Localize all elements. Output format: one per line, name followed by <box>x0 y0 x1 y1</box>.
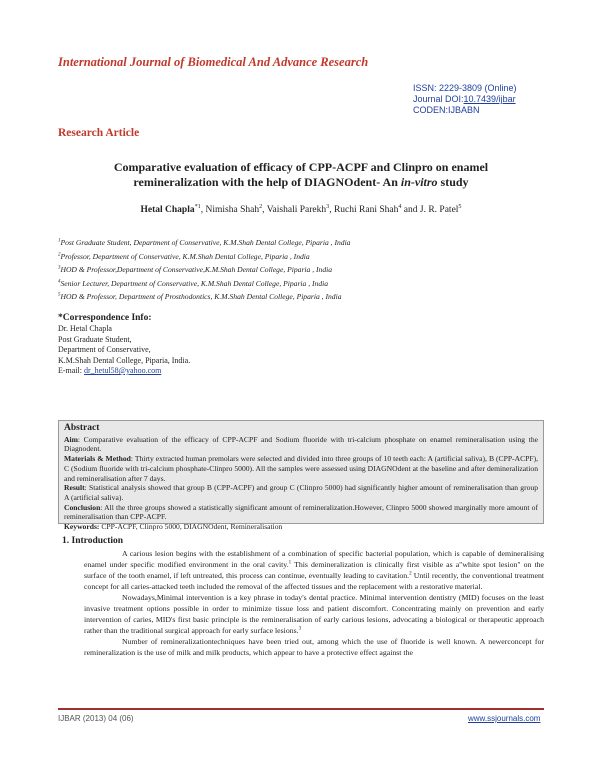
intro-paragraph-1 <box>84 548 544 592</box>
affiliation-text: HOD & Professor, Department of Prosthodontics, K.M.Shah Dental College, Piparia , India <box>60 292 342 302</box>
author-separator: , <box>262 205 267 215</box>
footer-website-link[interactable]: www.ssjournals.com <box>468 714 541 723</box>
coden: CODEN:IJBABN <box>413 105 480 115</box>
citation-sup: 1 <box>288 559 292 566</box>
keywords-text: CPP-ACPF, Clinpro 5000, DIAGNOdent, Remineralisation <box>99 522 283 532</box>
result-label: Result <box>64 483 85 493</box>
p1-part-b: This demineralization is clinically first visible as a"white spot lesion" on the surface of the tooth enamel, if left untreated, this process can continue, eventually leading to cavitation. <box>84 560 544 580</box>
affiliation-sup: 2 <box>58 252 61 258</box>
affiliation-text: Senior Lecturer, Department of Conservative, K.M.Shah Dental College, Piparia , India <box>60 278 329 288</box>
correspondence-info <box>58 324 190 377</box>
author-separator: , <box>329 205 334 215</box>
affiliation-item <box>58 277 544 291</box>
intro-body <box>84 548 544 658</box>
title-line-1: Comparative evaluation of efficacy of CPP-ACPF and Clinpro on enamel <box>113 160 489 174</box>
correspondence-heading: *Correspondence Info: <box>58 313 152 323</box>
correspondence-role: Post Graduate Student, <box>58 334 132 344</box>
affiliation-item <box>58 290 544 304</box>
aim-text: : Comparative evaluation of the efficacy of CPP-ACPF and Sodium fluoride with tri-calcium phosphate on enamel remineralisation using the Diagnodent. <box>64 434 538 454</box>
section-label: Research Article <box>58 127 140 139</box>
conclusion-text: : All the three groups showed a statistically significant amount of remineralization.However, Clinpro 5000 showed marginally more amount of remineralisation than CPP-ACPF. <box>64 502 538 522</box>
result-text: : Statistical analysis showed that group B (CPP-ACPF) and group C (Clinpro 5000) had significantly higher amount of remineralisation than group A (artificial saliva). <box>64 483 538 502</box>
citation-sup: 3 <box>298 625 302 632</box>
abstract-conclusion <box>64 503 538 522</box>
p2-text: Nowadays,Minimal intervention is a key phrase in today's dental practice. Minimal intervention dentistry (MID) focuses on the least invasive treatment options possible in order to minimize tissue loss and patient discomfort. Concentrating mainly on prevention and early intervention of caries, MID's first basic principle is the remineralisation of early carious lesions, advocating a biological or therapeutic approach rather than the traditional surgical approach for early surface lesions. <box>84 593 544 635</box>
author-sup: 2 <box>259 203 263 210</box>
journal-title: International Journal of Biomedical And Advance Research <box>58 55 369 69</box>
issn: ISSN: 2229-3809 (Online) <box>413 83 517 93</box>
author-name: Vaishali Parekh <box>266 205 327 215</box>
affiliations <box>58 236 544 304</box>
abstract-box <box>58 420 544 532</box>
author-sup: *1 <box>194 203 201 210</box>
author-name: Hetal Chapla <box>140 205 195 215</box>
footer-rule <box>58 708 544 710</box>
journal-meta <box>413 83 517 116</box>
title-line-2-text: remineralization with the help of DIAGNOdent- An <box>133 175 398 189</box>
intro-paragraph-3: Number of remineralizationtechniques have been tried out, among which the use of fluoride is well known. A newerconcept for remineralization is the use of milk and milk products, which appear to have a protective effect against the <box>84 637 544 657</box>
affiliation-text: Post Graduate Student, Department of Conservative, K.M.Shah Dental College, Piparia , India <box>60 238 351 247</box>
title-italic: in-vitro <box>400 175 438 189</box>
affiliation-sup: 4 <box>58 279 61 285</box>
author-sup: 5 <box>458 203 462 210</box>
author-name: Nimisha Shah <box>205 205 260 215</box>
methods-text: : Thirty extracted human premolars were selected and divided into three groups of 10 teeth each: A (artificial saliva), B (CPP-ACPF), C (Sodium fluoride with tri-calcium phosphate-Clinpro 5000). All the samples were assessed using DIAGNOdent at the baseline and after demineralization and remineralisation after 7 days. <box>64 454 539 483</box>
abstract-aim <box>64 435 538 454</box>
title-line-2 <box>58 175 544 190</box>
author-sup: 4 <box>398 203 402 210</box>
author-and: and <box>401 205 420 215</box>
keywords-label: Keywords: <box>64 522 100 532</box>
citation-sup: 2 <box>409 570 412 577</box>
author-separator: , <box>200 205 206 215</box>
email-label: E-mail: <box>58 366 84 375</box>
email-link[interactable]: dr_hetul58@yahoo.com <box>84 366 162 375</box>
correspondence-dept: Department of Conservative, <box>58 345 151 354</box>
abstract-result <box>64 483 538 502</box>
doi-label: Journal DOI: <box>413 94 464 104</box>
doi-link[interactable]: 10.7439/ijbar <box>463 94 516 104</box>
affiliation-sup: 1 <box>58 238 61 244</box>
title-end: study <box>440 175 469 189</box>
journal-doi <box>413 94 517 105</box>
intro-heading: 1. Introduction <box>62 536 124 546</box>
affiliation-sup: 3 <box>58 265 61 271</box>
author-name: J. R. Patel <box>419 205 459 215</box>
intro-paragraph-2 <box>84 592 544 636</box>
affiliation-item <box>58 236 544 250</box>
affiliation-sup: 5 <box>58 292 61 298</box>
abstract-heading: Abstract <box>64 423 100 433</box>
correspondence-name: Dr. Hetal Chapla <box>58 324 112 333</box>
author-sup: 3 <box>326 203 330 210</box>
p1-part-a: A carious lesion begins with the establishment of a combination of specific bacterial population, which is capable of demineralising enamel under specific modified environment in the oral cavity. <box>84 549 544 569</box>
author-name: Ruchi Rani Shah <box>333 205 399 215</box>
correspondence-college: K.M.Shah Dental College, Piparia, India. <box>58 355 191 365</box>
correspondence-email-line <box>58 366 190 377</box>
affiliation-text: Professor, Department of Conservative, K.M.Shah Dental College, Piparia , India <box>60 251 310 261</box>
article-title <box>58 160 544 190</box>
affiliation-item <box>58 250 544 264</box>
abstract-methods <box>64 454 538 483</box>
methods-label: Materials & Method <box>64 454 131 464</box>
affiliation-item <box>58 263 544 277</box>
affiliation-text: HOD & Professor,Department of Conservative,K.M.Shah Dental College, Piparia , India <box>60 265 333 275</box>
aim-label: Aim <box>64 434 78 444</box>
p1-part-c: Until recently, the conventional treatment concept for all caries-attacked teeth included the removal of the affected tissues and the replacement with a restorative material. <box>84 571 545 591</box>
conclusion-label: Conclusion <box>64 502 101 512</box>
footer-citation: IJBAR (2013) 04 (06) <box>58 714 134 723</box>
abstract-keywords <box>64 522 538 532</box>
author-list <box>58 205 544 215</box>
